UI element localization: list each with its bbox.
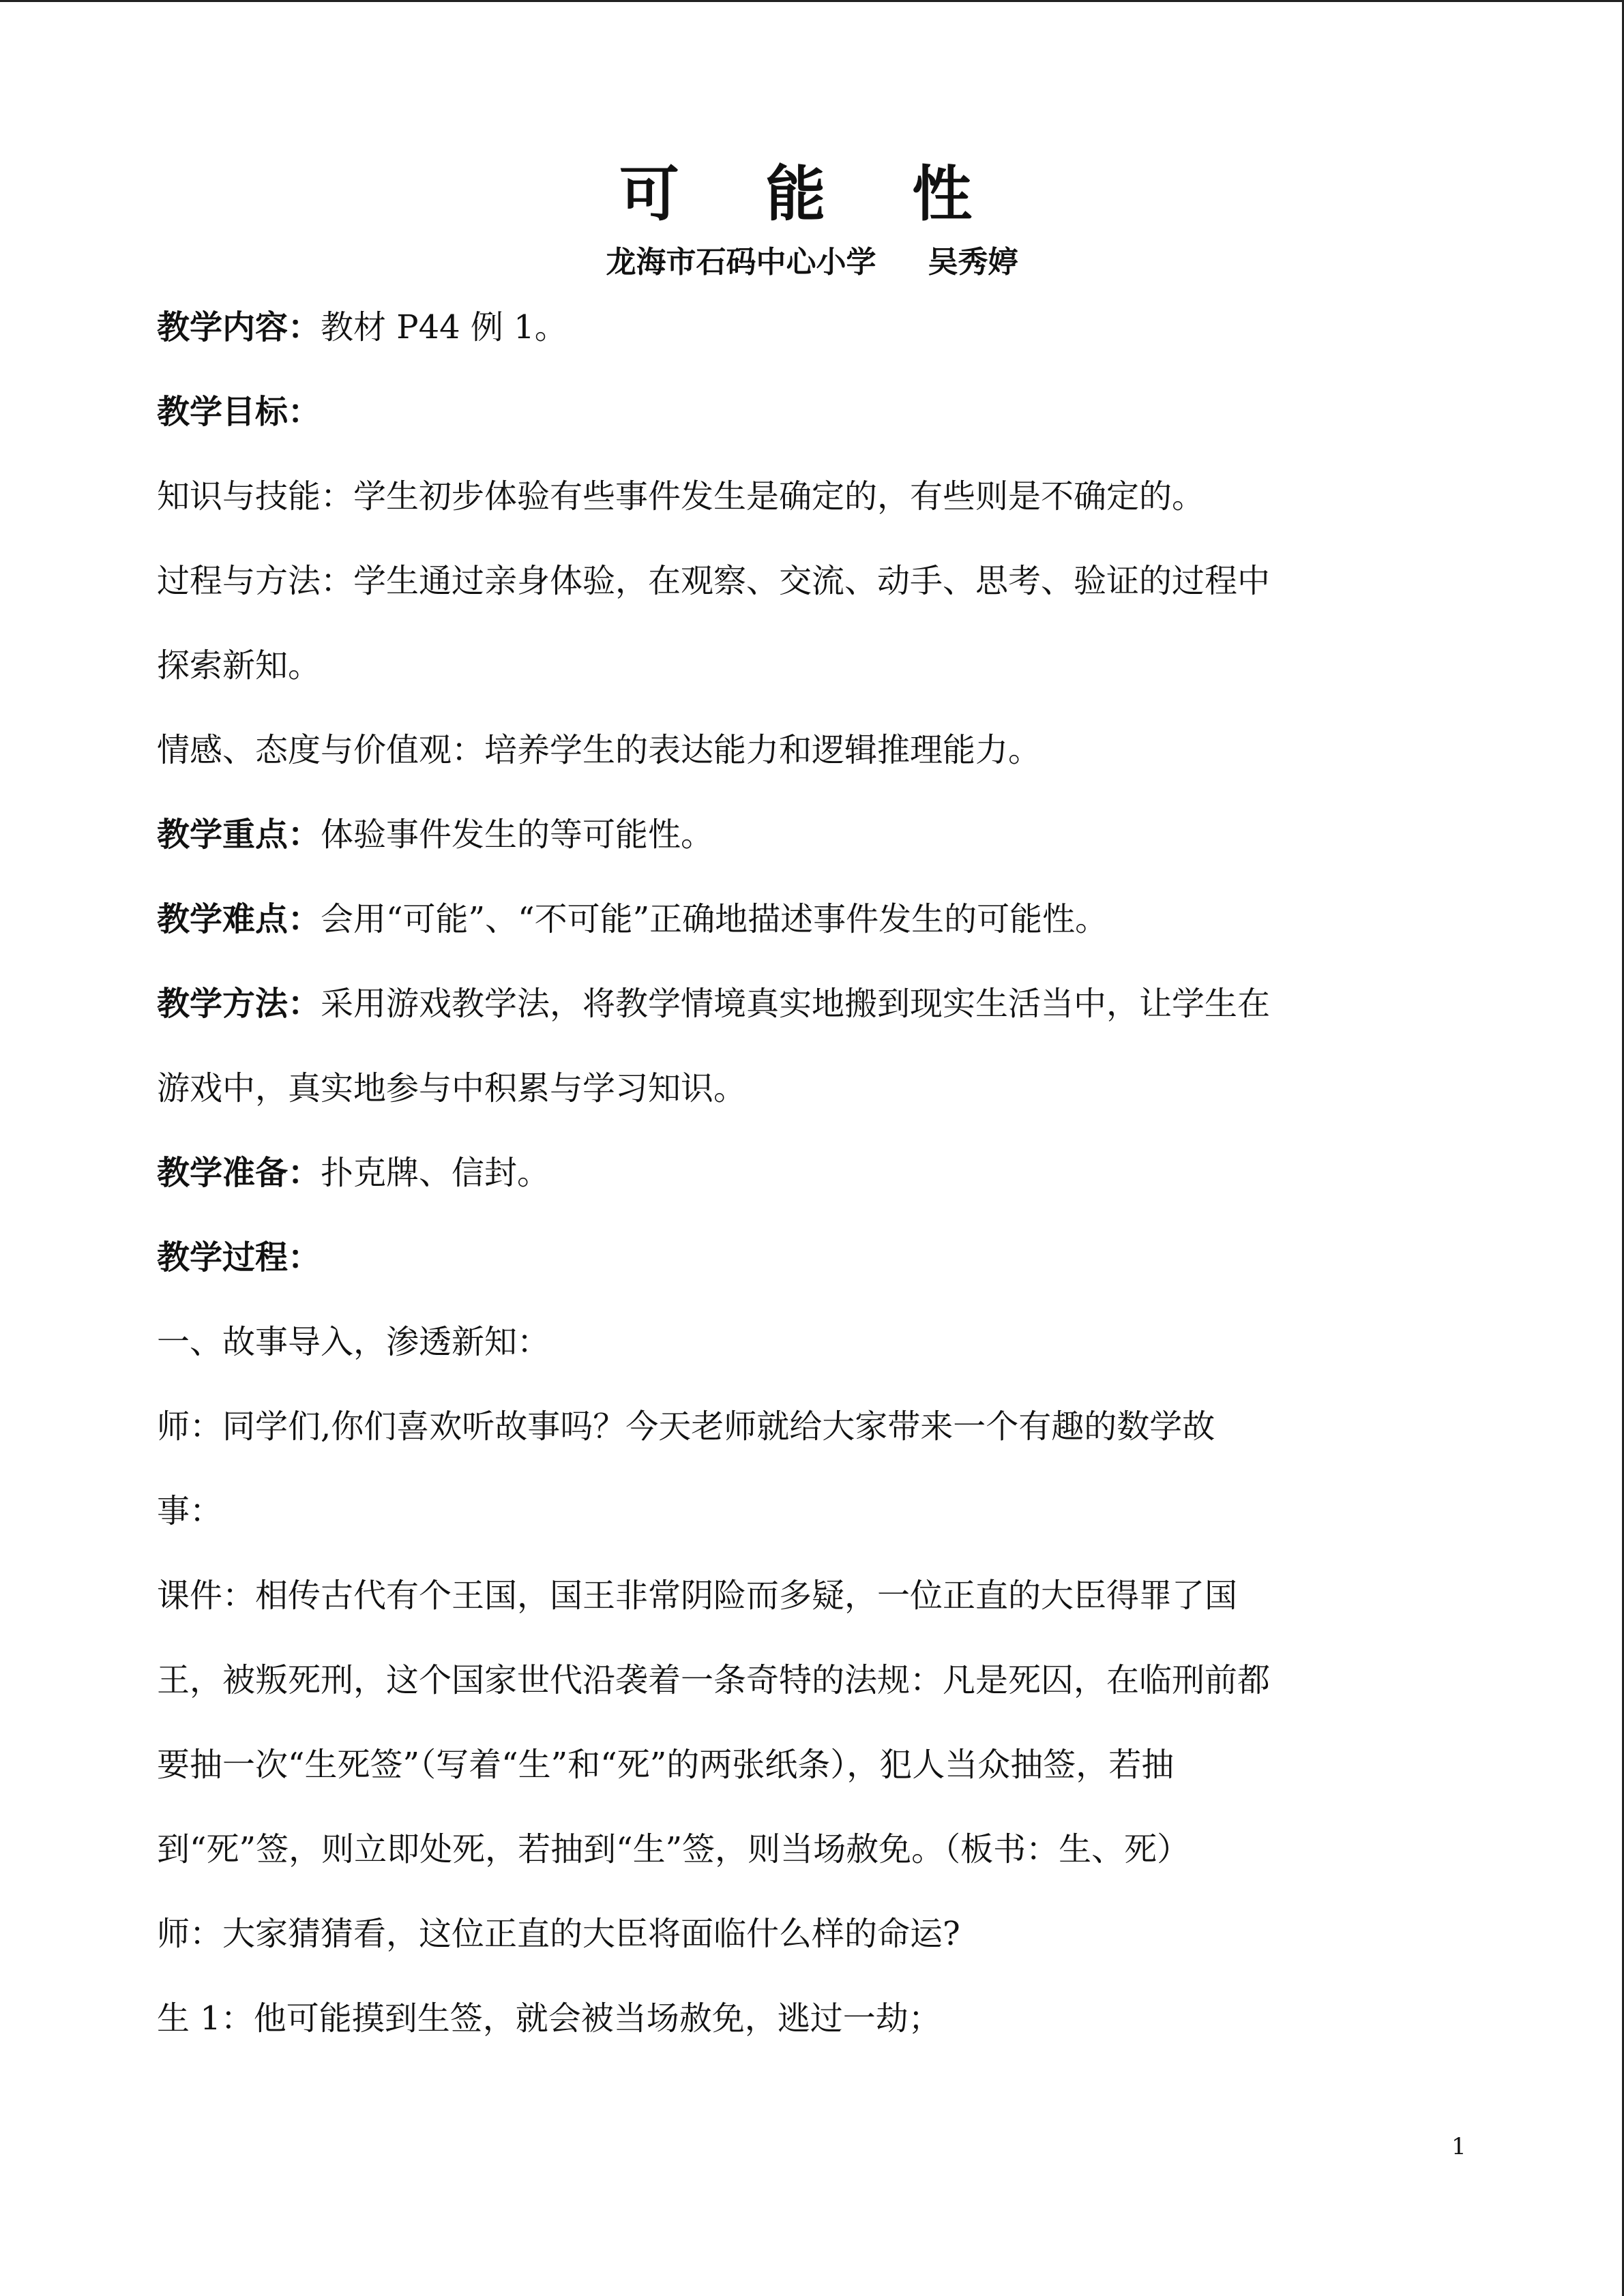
key-point-text: 体验事件发生的等可能性。 — [321, 816, 714, 854]
teacher-intro-line-1: 师：同学们,你们喜欢听故事吗？今天老师就给大家带来一个有趣的数学故 — [157, 1407, 1215, 1446]
process-method-line-2: 探索新知。 — [157, 646, 321, 685]
key-point-line — [157, 792, 1466, 877]
document-body — [157, 285, 1466, 2061]
key-point-label: 教学重点： — [157, 816, 321, 854]
teaching-content-label: 教学内容： — [157, 308, 321, 346]
teaching-content-line — [157, 285, 1466, 370]
teaching-objectives-line — [157, 370, 1466, 454]
teacher-question-line: 师：大家猜猜看，这位正直的大臣将面临什么样的命运? — [157, 1915, 960, 1953]
teaching-procedure-line — [157, 1215, 1466, 1300]
teaching-method-label: 教学方法： — [157, 985, 321, 1023]
author-name: 吴秀婷 — [928, 245, 1018, 280]
teaching-procedure-label: 教学过程： — [157, 1238, 321, 1277]
difficulty-label: 教学难点： — [157, 900, 321, 938]
student-answer-line: 生 1：他可能摸到生签，就会被当场赦免，逃过一劫； — [157, 1999, 941, 2038]
emotion-attitude-line: 情感、态度与价值观：培养学生的表达能力和逻辑推理能力。 — [157, 731, 1042, 769]
step-one-heading: 一、故事导入，渗透新知： — [157, 1323, 550, 1361]
preparation-label: 教学准备： — [157, 1154, 321, 1192]
preparation-line — [157, 1131, 1466, 1215]
difficulty-line — [157, 877, 1466, 961]
teaching-objectives-label: 教学目标： — [157, 393, 321, 431]
courseware-line-1: 课件：相传古代有个王国，国王非常阴险而多疑，一位正直的大臣得罪了国 — [157, 1577, 1238, 1615]
page-number: 1 — [1451, 2133, 1466, 2160]
page-top-border — [0, 0, 1624, 2]
teaching-content-text: 教材 P44 例 1。 — [321, 308, 567, 346]
school-name: 龙海市石码中心小学 — [606, 245, 876, 280]
courseware-line-2: 王，被叛死刑，这个国家世代沿袭着一条奇特的法规：凡是死囚，在临刑前都 — [157, 1661, 1271, 1699]
process-method-line-1: 过程与方法：学生通过亲身体验，在观察、交流、动手、思考、验证的过程中 — [157, 562, 1271, 600]
knowledge-skill-line: 知识与技能：学生初步体验有些事件发生是确定的，有些则是不确定的。 — [157, 477, 1205, 516]
teaching-method-text-1: 采用游戏教学法，将教学情境真实地搬到现实生活当中，让学生在 — [321, 985, 1271, 1023]
preparation-text: 扑克牌、信封。 — [321, 1154, 550, 1192]
courseware-line-3: 要抽一次“生死签”（写着“生”和“死”的两张纸条），犯人当众抽签，若抽 — [157, 1746, 1175, 1784]
teaching-method-line-2: 游戏中，真实地参与中积累与学习知识。 — [157, 1069, 747, 1107]
document-title: 可 能 性 — [619, 159, 1005, 229]
teacher-intro-line-2: 事： — [157, 1492, 223, 1530]
difficulty-text: 会用“可能”、“不可能”正确地描述事件发生的可能性。 — [321, 900, 1108, 938]
document-byline — [0, 239, 1624, 286]
teaching-method-line-1 — [157, 961, 1466, 1046]
courseware-line-4: 到“死”签，则立即处死，若抽到“生”签，则当场赦免。（板书：生、死） — [157, 1830, 1190, 1868]
